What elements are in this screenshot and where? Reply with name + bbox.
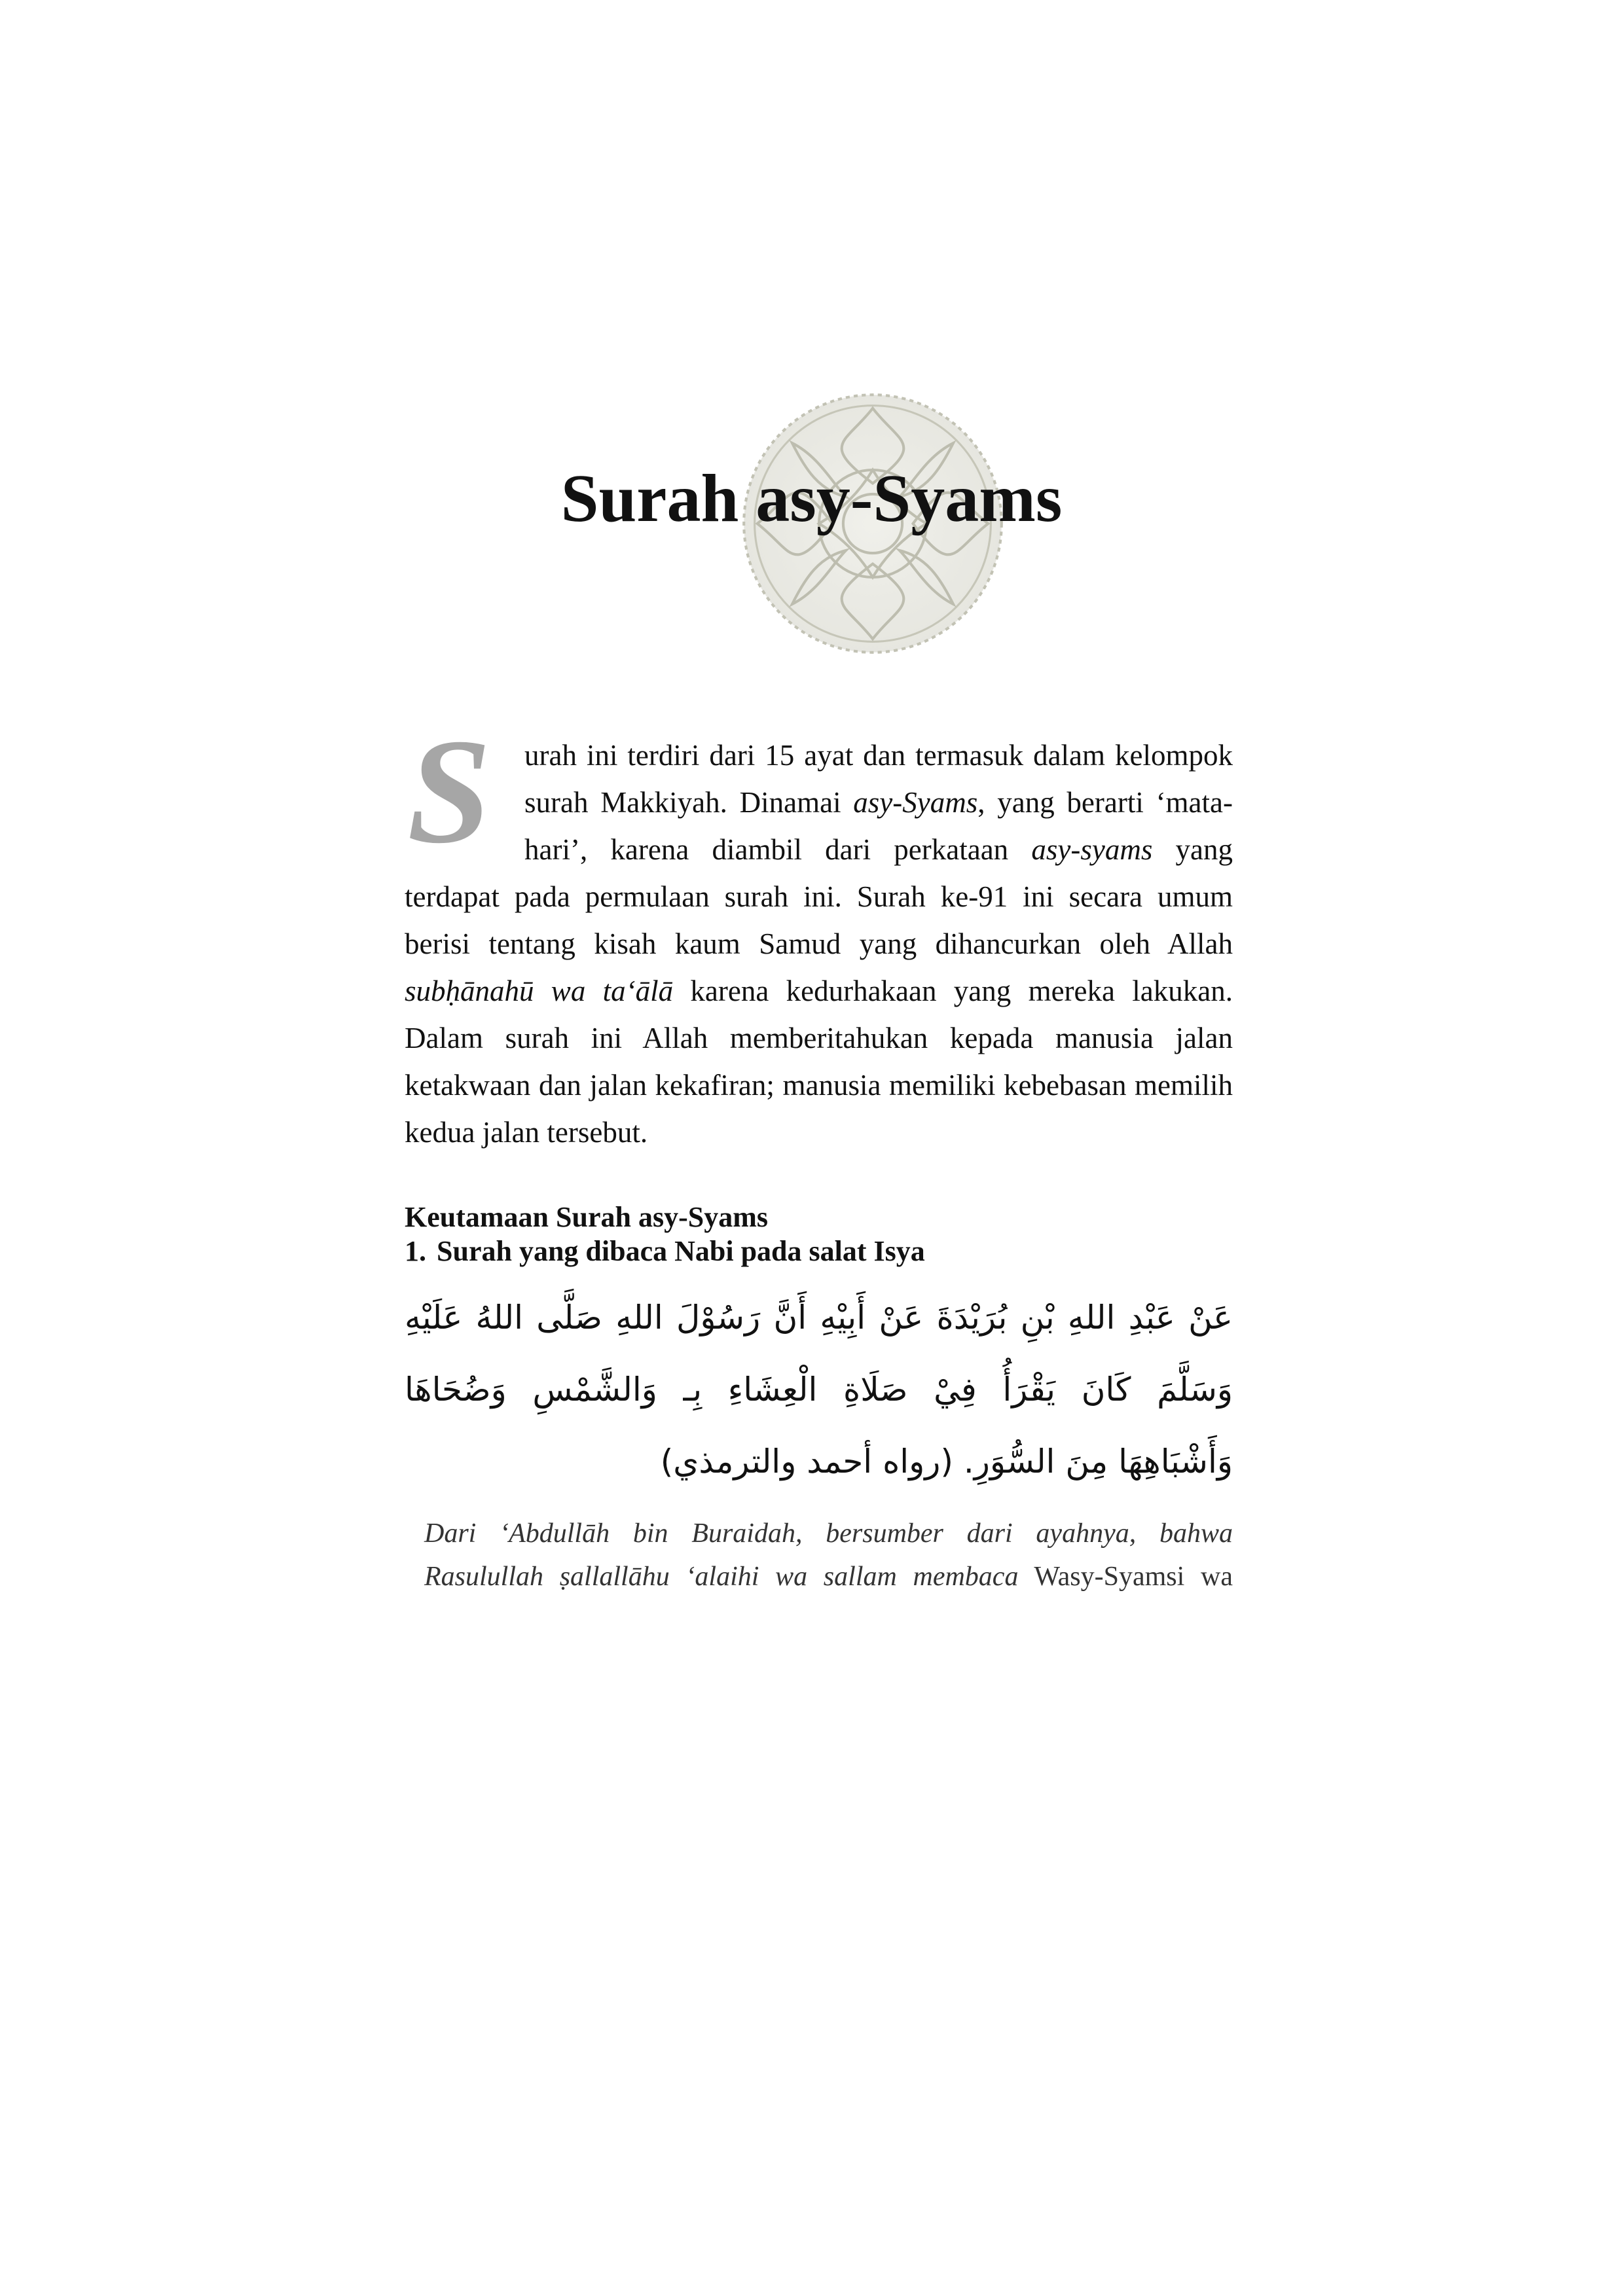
list-item-label: Surah yang dibaca Nabi pada salat Isya xyxy=(437,1235,925,1267)
section-heading: Keutamaan Surah asy-Syams xyxy=(405,1201,768,1233)
hadith-translation xyxy=(424,1512,1233,1598)
intro-paragraph xyxy=(405,732,1233,1156)
page-title: Surah asy-Syams xyxy=(560,461,1063,536)
dropcap-letter xyxy=(405,732,519,863)
intro-italic-3: subḥānahū wa ta‘ālā xyxy=(405,975,674,1007)
dropcap-glyph: S xyxy=(407,732,491,863)
page-content xyxy=(405,732,1233,1598)
arabic-hadith: عَنْ عَبْدِ اللهِ بْنِ بُرَيْدَةَ عَنْ أَبِيْهِ أَنَّ رَسُوْلَ اللهِ صَلَّى اللهُ عَلَيْهِ وَسَلَّمَ كَانَ يَقْرَأُ فِيْ صَلَاةِ الْعِشَاءِ بِـ وَالشَّمْسِ وَضُحَاهَا وَأَشْبَاهِهَا مِنَ السُّوَرِ. (رواه أحمد والترمذي) xyxy=(405,1299,1233,1480)
intro-italic-1: asy-Syams xyxy=(853,786,978,819)
list-item-number: 1. xyxy=(405,1235,426,1267)
intro-text-4: karena kedurhakaan yang mereka lakukan. Dalam surah ini Allah memberitahukan kepada manusia jalan ketakwaan dan jalan kekafiran; manusia memiliki kebebasan memilih kedua jalan tersebut. xyxy=(405,975,1233,1149)
translation-text: Wasy-Syamsi wa xyxy=(1018,1562,1233,1592)
intro-text-2: , yang berarti ‘mata-hari’, karena diambil dari perkataan xyxy=(524,786,1233,866)
intro-text-1: urah ini terdiri dari 15 ayat dan termasuk dalam kelompok surah Makkiyah. Dinamai xyxy=(524,739,1233,819)
intro-italic-2: asy-syams xyxy=(1031,833,1153,866)
translation-italic: Dari ‘Abdullāh bin Buraidah, bersumber dari ayahnya, bahwa Rasulullah ṣallallāhu ‘alaihi wa sallam membaca xyxy=(424,1518,1233,1592)
intro-text-3: yang terdapat pada permulaan surah ini. Surah ke-91 ini secara umum berisi tentang kisah kaum Samud yang dihancurkan oleh Allah xyxy=(405,833,1233,960)
list-item xyxy=(405,1234,1233,1268)
